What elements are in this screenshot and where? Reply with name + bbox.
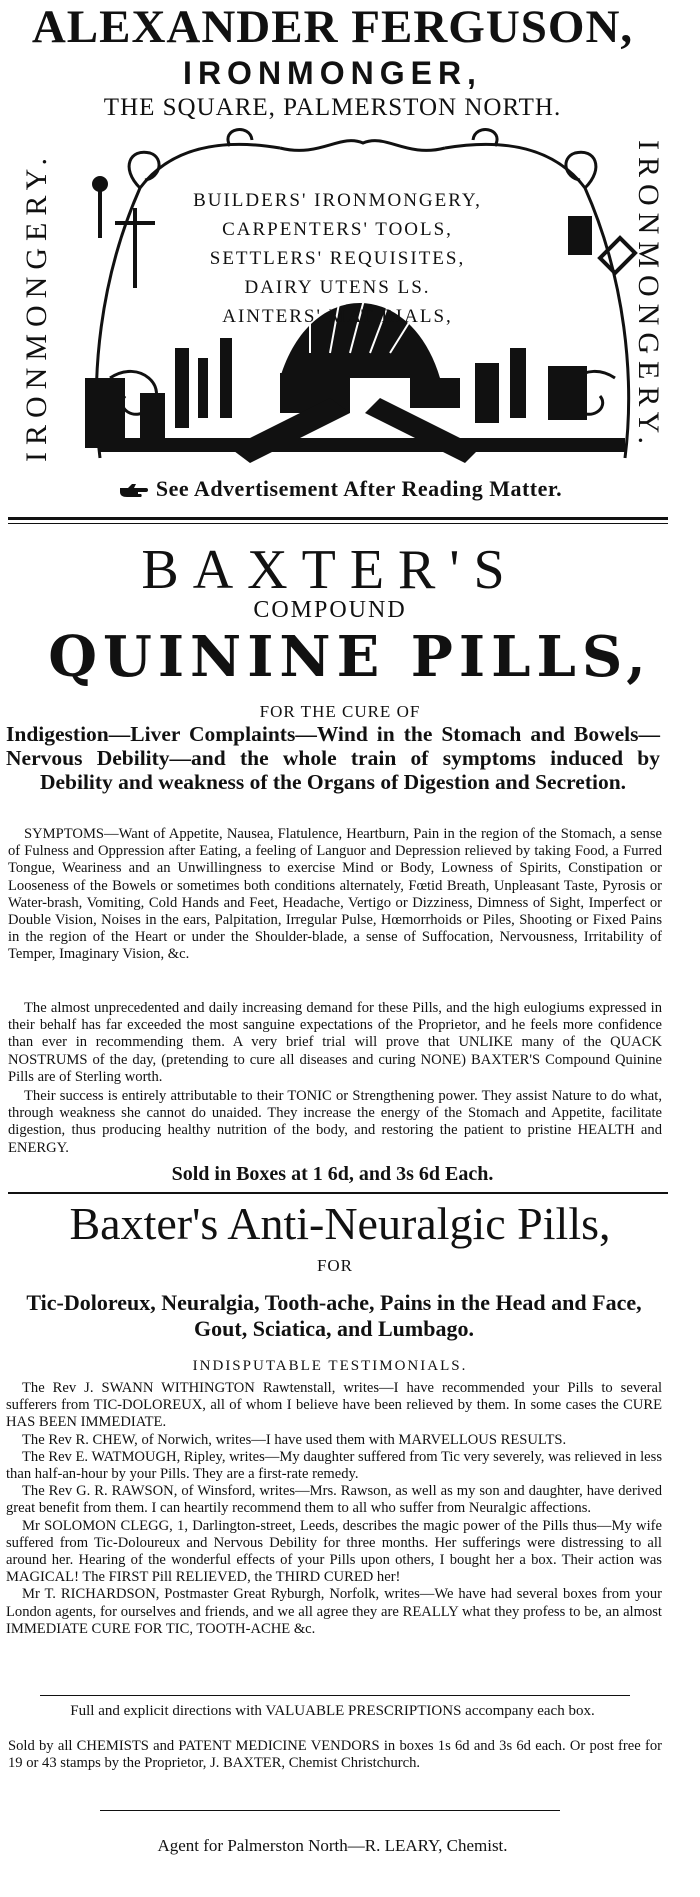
quinine-product: QUININE PILLS,: [48, 624, 652, 690]
divider-rule: [8, 523, 668, 524]
testimonial: Mr T. RICHARDSON, Postmaster Great Ryburgh, Norfolk, writes—We have had several boxes from your London agents, for ourselves and friends, and we all agree they are REALLY what they profess to be, an almost IMMEDIATE CURE FOR TIC, TOOTH-ACHE &c.: [6, 1586, 662, 1637]
quinine-brand: BAXTER'S: [141, 539, 519, 601]
success-paragraph: Their success is entirely attributable to their TONIC or Strengthening power. They assist Nature to do what, through weakness she cannot do unaided. They increase the energy of the Stomach and Appetite, facilitate digestion, thus producing healthy nutrition of the body, and restoring the patient to pristine HEALTH and ENERGY.: [8, 1088, 662, 1156]
testimonial: Mr SOLOMON CLEGG, 1, Darlington-street, Leeds, describes the magic power of the Pills thus—My wife suffered from Tic-Doloureux and Nervous Debility for three months. Her sufferings were distressing to all around her. Hearing of the wonderful effects of your Pills upon others, I bought her a box. Their action was MAGICAL! The FIRST Pill RELIEVED, the THIRD CURED her!: [6, 1517, 662, 1586]
merchant-address: THE SQUARE, PALMERSTON NORTH.: [103, 94, 562, 121]
goods-item: DAIRY UTENS LS.: [244, 277, 431, 298]
divider-rule: [8, 517, 668, 520]
agent-line: Agent for Palmerston North—R. LEARY, Chemist.: [157, 1836, 508, 1855]
divider-rule: [100, 1810, 560, 1811]
merchant-name: ALEXANDER FERGUSON,: [31, 1, 634, 53]
neuralgic-sold: Sold by all CHEMISTS and PATENT MEDICINE VENDORS in boxes 1s 6d and 3s 6d each. Or post free for 19 or 43 stamps by the Proprietor, J. BAXTER, Chemist Christchurch.: [8, 1738, 662, 1772]
neuralgic-for: FOR: [316, 1256, 354, 1275]
quinine-indications: Indigestion—Liver Complaints—Wind in the Stomach and Bowels—Nervous Debility—and the whole train of symptoms induced by Debility and weakness of the Organs of Digestion and Secretion.: [6, 722, 660, 794]
see-advertisement-text: See Advertisement After Reading Matter.: [155, 476, 563, 501]
testimonial: The Rev E. WATMOUGH, Ripley, writes—My daughter suffered from Tic very severely, was relieved in less than half-an-hour by your Pills. They are a first-rate remedy.: [6, 1448, 662, 1483]
testimonials-heading: INDISPUTABLE TESTIMONIALS.: [192, 1358, 468, 1374]
testimonial: The Rev G. R. RAWSON, of Winsford, writes—Mrs. Rawson, as well as my son and daughter, have derived great benefit from them. I can heartily recommend them to all who suffer from Neuralgic affections.: [6, 1483, 662, 1517]
side-label-right: IRONMONGERY.: [632, 140, 665, 451]
divider-rule: [8, 1192, 668, 1194]
for-the-cure-of: FOR THE CURE OF: [259, 702, 421, 721]
goods-list: [165, 186, 510, 331]
directions-note: Full and explicit directions with VALUABLE PRESCRIPTIONS accompany each box.: [70, 1703, 595, 1719]
testimonials-list: [6, 1380, 662, 1638]
pointing-hand-icon: [118, 482, 148, 500]
neuralgic-product: Baxter's Anti-Neuralgic Pills,: [69, 1198, 611, 1249]
demand-paragraph: The almost unprecedented and daily increasing demand for these Pills, and the high eulogiums expressed in their behalf has far exceeded the most sanguine expectations of the Proprietor, and he feels more confidence than ever in recommending them. A very brief trial will prove that UNLIKE many of the QUACK NOSTRUMS of the day, (pretending to cure all diseases and curing NONE) BAXTER'S Compound Quinine Pills are of Sterling worth.: [8, 1000, 662, 1085]
goods-item: CARPENTERS' TOOLS,: [222, 219, 453, 240]
divider-rule: [40, 1695, 630, 1696]
quinine-price: Sold in Boxes at 1 6d, and 3s 6d Each.: [171, 1163, 494, 1185]
quinine-compound: COMPOUND: [253, 597, 407, 623]
see-advertisement-note: [30, 476, 650, 502]
symptoms-paragraph: SYMPTOMS—Want of Appetite, Nausea, Flatulence, Heartburn, Pain in the region of the Stomach, a sense of Fulness and Oppression after Eating, a feeling of Languor and Depression relieved by taking Food, a Furred Tongue, Weariness and an Unwillingness to exercise Mind or Body, Lowness of Spirits, Constipation or Looseness of the Bowels or sometimes both conditions alternately, Fœtid Breath, Unpleasant Taste, Pyrosis or Water-brash, Vomiting, Cold Hands and Feet, Headache, Vertigo or Dizziness, Dimness of Sight, Imperfect or Double Vision, Noises in the ears, Palpitation, Irregular Pulse, Hœmorrhoids or Piles, Shooting or Fixed Pains in the region of the Heart or under the Shoulder-blade, a sense of Suffocation, Nervousness, Irritability of Temper, Imaginary Vision, &c.: [8, 826, 662, 963]
testimonial: The Rev J. SWANN WITHINGTON Rawtenstall, writes—I have recommended your Pills to several sufferers from TIC-DOLOREUX, all of whom I believe have been relieved by them. In some cases the CURE HAS BEEN IMMEDIATE.: [6, 1380, 662, 1431]
goods-item: AINTERS' MAT RIALS,: [222, 306, 453, 327]
goods-item: SETTLERS' REQUISITES,: [209, 248, 466, 269]
goods-item: BUILDERS' IRONMONGERY,: [193, 190, 482, 211]
neuralgic-ailments: Tic-Doloreux, Neuralgia, Tooth-ache, Pains in the Head and Face, Gout, Sciatica, and Lumbago.: [26, 1290, 642, 1341]
testimonial: The Rev R. CHEW, of Norwich, writes—I have used them with MARVELLOUS RESULTS.: [22, 1431, 567, 1448]
side-label-left: IRONMONGERY.: [20, 151, 53, 462]
trade-title: IRONMONGER,: [183, 55, 482, 91]
